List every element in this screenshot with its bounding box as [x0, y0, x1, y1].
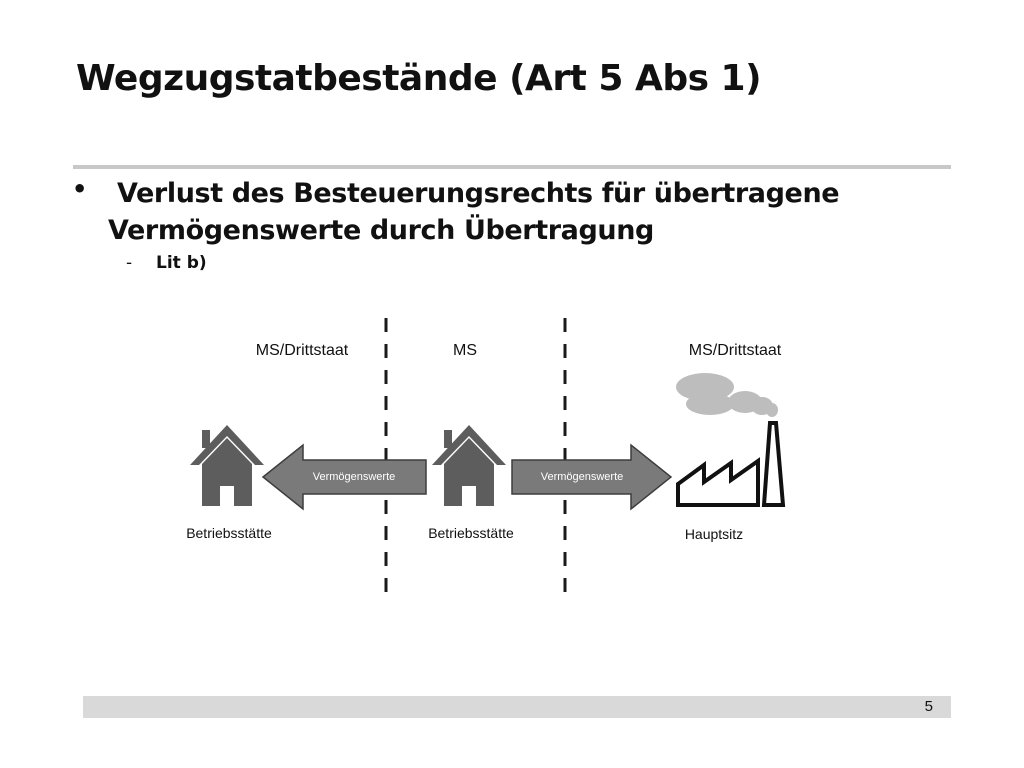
page-number: 5	[924, 698, 933, 715]
zone-label-middle: MS	[453, 342, 477, 359]
node-label-middle-house: Betriebsstätte	[428, 525, 514, 541]
node-label-factory: Hauptsitz	[684, 526, 744, 542]
zone-label-left: MS/Drittstaat	[255, 342, 349, 359]
arrow-label-left: Vermögenswerte	[312, 471, 396, 483]
arrow-label-right: Vermögenswerte	[540, 471, 624, 483]
transfer-arrow-left	[263, 445, 426, 509]
zone-label-right: MS/Drittstaat	[688, 342, 782, 359]
bullet-text: Verlust des Besteuerungsrechts für übertragene Vermögenswerte durch Übertragung	[108, 178, 840, 246]
house-icon	[432, 425, 506, 506]
house-icon	[190, 425, 264, 506]
factory-icon	[678, 423, 783, 505]
smoke-icon	[676, 373, 778, 417]
sub-bullet-dash: -	[126, 253, 133, 273]
bullet-dot-icon: •	[72, 175, 88, 203]
transfer-arrow-right	[512, 445, 671, 509]
sub-bullet-text: Lit b)	[156, 253, 207, 273]
footer-bar	[83, 696, 951, 718]
slide-title: Wegzugstatbestände (Art 5 Abs 1)	[76, 58, 762, 99]
node-label-left-house: Betriebsstätte	[186, 525, 272, 541]
